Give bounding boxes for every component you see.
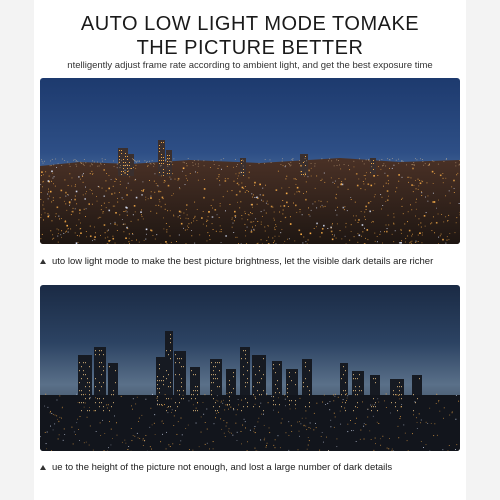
headline-line-2: THE PICTURE BETTER — [136, 37, 364, 59]
triangle-up-icon — [40, 465, 46, 470]
city-night-image-bright — [40, 78, 460, 244]
normal-mode-photo — [40, 285, 460, 451]
triangle-up-icon — [40, 259, 46, 264]
subtitle: ntelligently adjust frame rate according to ambient light, and get the best exposure time — [67, 60, 433, 71]
caption-1-text: uto low light mode to make the best picture brightness, let the visible dark details are richer — [52, 256, 434, 267]
city-night-image-dark — [40, 285, 460, 451]
caption-2 — [40, 462, 470, 473]
caption-2-text: ue to the height of the picture not enough, and lost a large number of dark details — [52, 462, 393, 473]
low-light-mode-photo — [40, 78, 460, 244]
headline-line-1: AUTO LOW LIGHT MODE TOMAKE — [80, 13, 420, 35]
caption-1 — [40, 256, 470, 267]
